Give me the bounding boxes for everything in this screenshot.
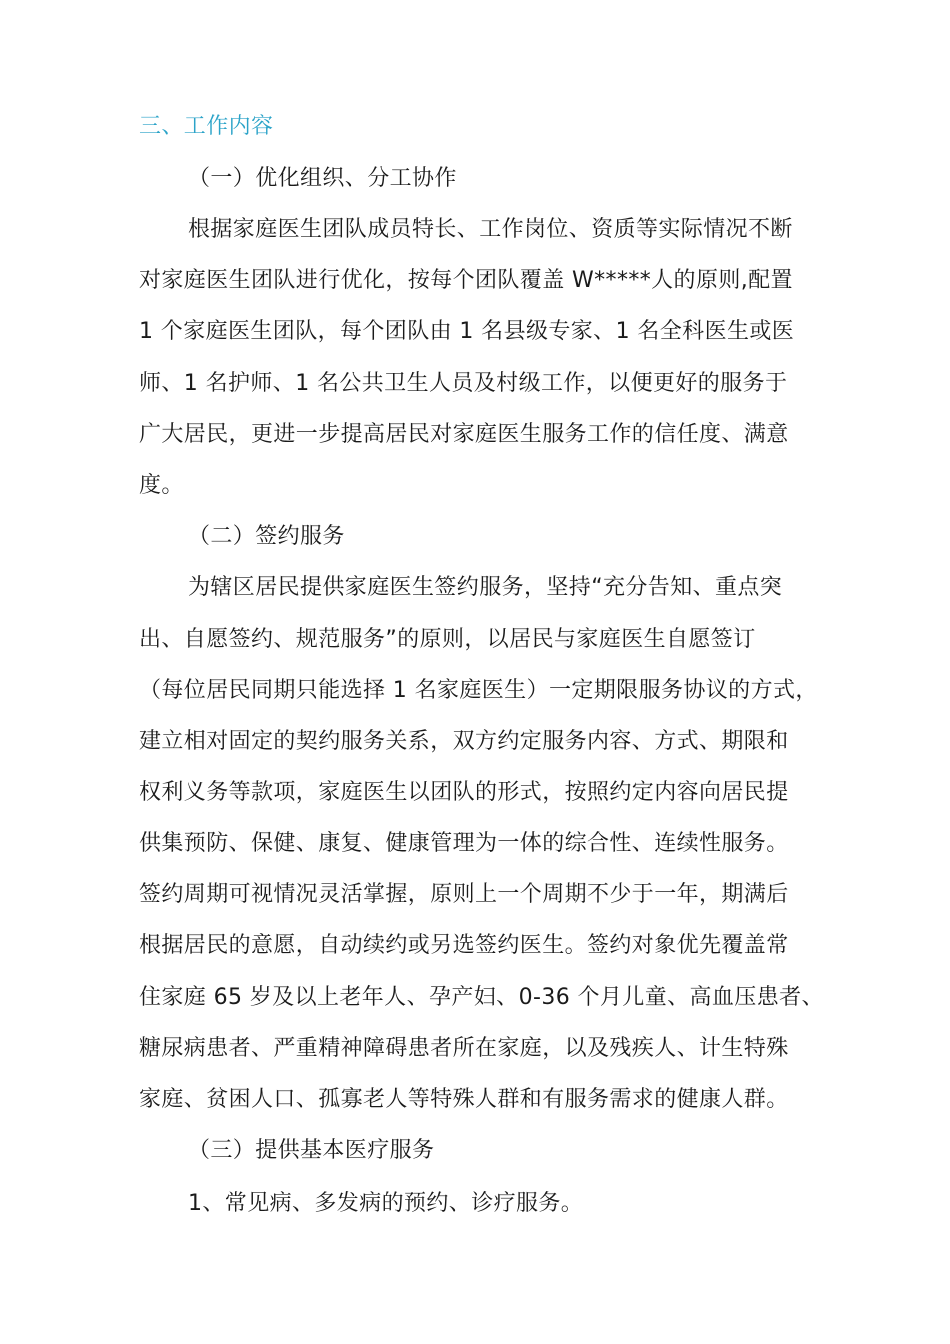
paragraph-line: 权利义务等款项，家庭医生以团队的形式，按照约定内容向居民提 — [139, 780, 789, 805]
paragraph-line: 建立相对固定的契约服务关系，双方约定服务内容、方式、期限和 — [139, 729, 789, 754]
paragraph-line: 住家庭 65 岁及以上老年人、孕产妇、0-36 个月儿童、高血压患者、 — [139, 985, 824, 1010]
paragraph-line: 对家庭医生团队进行优化，按每个团队覆盖 W*****人的原则,配置 — [139, 268, 793, 293]
paragraph-line: 根据居民的意愿，自动续约或另选签约医生。签约对象优先覆盖常 — [139, 933, 789, 958]
paragraph-line: 度。 — [139, 473, 184, 498]
paragraph-line: 根据家庭医生团队成员特长、工作岗位、资质等实际情况不断 — [188, 217, 793, 242]
paragraph-line: 师、1 名护师、1 名公共卫生人员及村级工作，以便更好的服务于 — [139, 371, 788, 396]
paragraph-line: 供集预防、保健、康复、健康管理为一体的综合性、连续性服务。 — [139, 831, 789, 856]
subsection-heading-3: （三）提供基本医疗服务 — [188, 1138, 435, 1163]
paragraph-line: （每位居民同期只能选择 1 名家庭医生）一定期限服务协议的方式， — [139, 678, 818, 703]
subsection-heading-1: （一）优化组织、分工协作 — [188, 166, 457, 191]
paragraph-line: 家庭、贫困人口、孤寡老人等特殊人群和有服务需求的健康人群。 — [139, 1087, 789, 1112]
paragraph-line: 出、自愿签约、规范服务”的原则，以居民与家庭医生自愿签订 — [139, 627, 756, 652]
section-heading: 三、工作内容 — [139, 114, 274, 139]
paragraph-line: 糖尿病患者、严重精神障碍患者所在家庭，以及残疾人、计生特殊 — [139, 1036, 789, 1061]
paragraph-line: 为辖区居民提供家庭医生签约服务，坚持“充分告知、重点突 — [188, 575, 783, 600]
paragraph-line: 签约周期可视情况灵活掌握，原则上一个周期不少于一年，期满后 — [139, 882, 789, 907]
paragraph-line: 广大居民，更进一步提高居民对家庭医生服务工作的信任度、满意 — [139, 422, 789, 447]
paragraph-line: 1、常见病、多发病的预约、诊疗服务。 — [188, 1191, 584, 1216]
paragraph-line: 1 个家庭医生团队，每个团队由 1 名县级专家、1 名全科医生或医 — [139, 319, 795, 344]
subsection-heading-2: （二）签约服务 — [188, 524, 345, 549]
